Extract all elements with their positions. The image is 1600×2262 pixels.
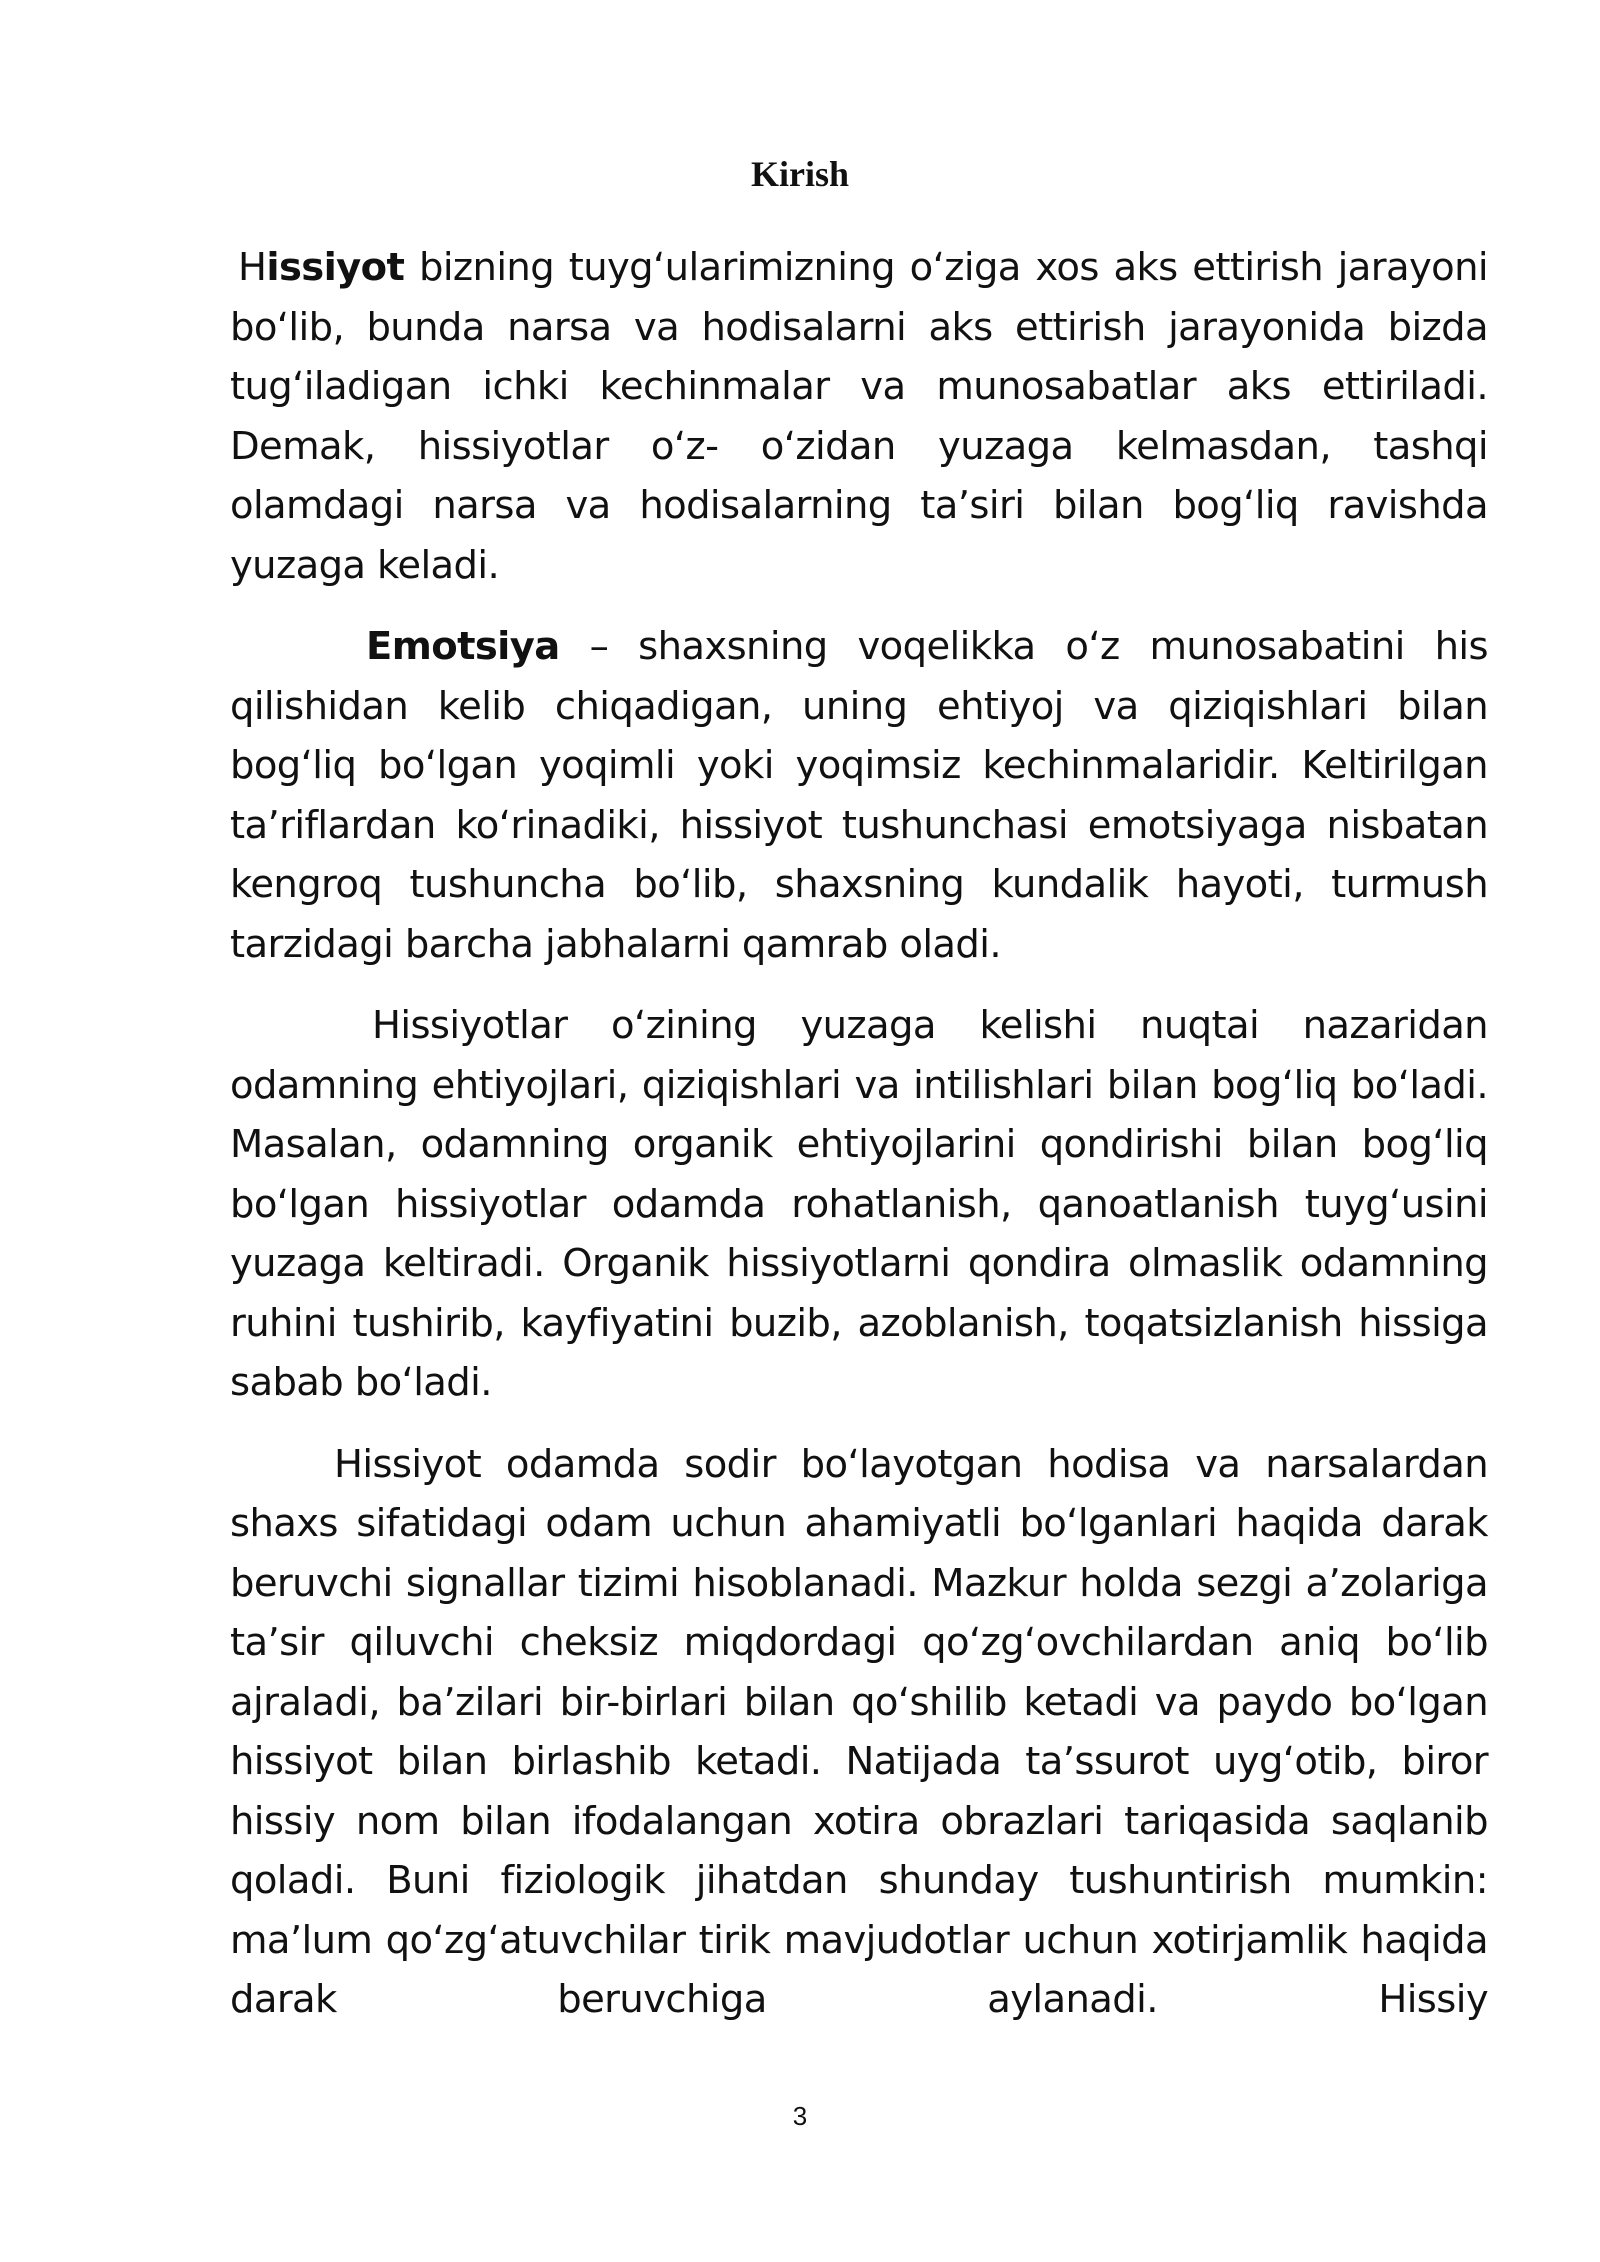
term-hissiyot: issiyot <box>266 245 405 290</box>
paragraph-hissiyot <box>230 238 1488 595</box>
paragraph-emotsiya <box>230 617 1488 974</box>
term-emotsiya: Emotsiya <box>366 624 560 669</box>
body-text <box>230 238 1488 2052</box>
paragraph-text: bizning tuygʻularimizning oʻziga xos aks ettirish jarayoni boʻlib, bunda narsa va hodisalarni aks ettirish jarayonida bizda tugʻiladigan ichki kechinmalar va munosabatlar aks ettiriladi. Demak, hissiyotlar oʻz- oʻzidan yuzaga kelmasdan, tashqi olamdagi narsa va hodisalarning taʼsiri bilan bogʻliq ravishda yuzaga keladi. <box>230 245 1488 588</box>
paragraph-lead-letter: H <box>238 245 267 290</box>
paragraph-hissiyotlar-ehtiyoj: Hissiyotlar oʻzining yuzaga kelishi nuqtai nazaridan odamning ehtiyojlari, qiziqishlari va intilishlari bilan bogʻliq boʻladi. Masalan, odamning organik ehtiyojlarini qondirishi bilan bogʻliq boʻlgan hissiyotlar odamda rohatlanish, qanoatlanish tuygʻusini yuzaga keltiradi. Organik hissiyotlarni qondira olmaslik odamning ruhini tushirib, kayfiyatini buzib, azoblanish, toqatsizlanish hissiga sabab boʻladi. <box>230 1003 1488 1405</box>
page-number: 3 <box>792 2101 808 2131</box>
page-title: Kirish <box>750 154 849 194</box>
paragraph-hissiyot-signallar: Hissiyot odamda sodir boʻlayotgan hodisa va narsalardan shaxs sifatidagi odam uchun ahamiyatli boʻlganlari haqida darak beruvchi signallar tizimi hisoblanadi. Mazkur holda sezgi aʼzolariga taʼsir qiluvchi cheksiz miqdordagi qoʻzgʻovchilardan aniq boʻlib ajraladi, baʼzilari bir-birlari bilan qoʻshilib ketadi va paydo boʻlgan hissiyot bilan birlashib ketadi. Natijada taʼssurot uygʻotib, biror hissiy nom bilan ifodalangan xotira obrazlari tariqasida saqlanib qoladi. Buni fiziologik jihatdan shunday tushuntirish mumkin: maʼlum qoʻzgʻatuvchilar tirik mavjudotlar uchun xotirjamlik haqida darak beruvchiga aylanadi. Hissiy <box>230 1441 1488 2022</box>
paragraph-text: – shaxsning voqelikka oʻz munosabatini his qilishidan kelib chiqadigan, uning ehtiyoj va qiziqishlari bilan bogʻliq boʻlgan yoqimli yoki yoqimsiz kechinmalaridir. Keltirilgan taʼriflardan koʻrinadiki, hissiyot tushunchasi emotsiyaga nisbatan kengroq tushuncha boʻlib, shaxsning kundalik hayoti, turmush tarzidagi barcha jabhalarni qamrab oladi. <box>230 624 1488 967</box>
